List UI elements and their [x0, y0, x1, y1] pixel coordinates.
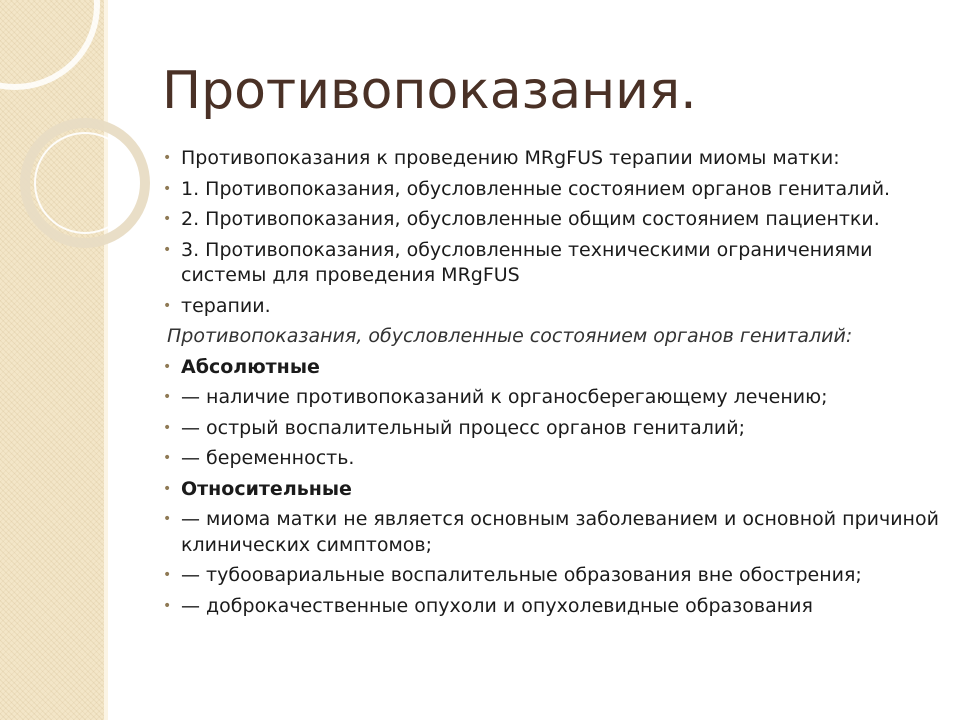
list-item: [163, 563, 953, 589]
decorative-side-band: [0, 0, 108, 720]
item-text: 1. Противопоказания, обусловленные состоянием органов гениталий.: [181, 177, 891, 200]
bullet-icon: •: [163, 241, 172, 258]
list-item: [163, 594, 953, 620]
item-text: — тубоовариальные воспалительные образования вне обострения;: [181, 564, 862, 586]
category-heading: Абсолютные: [181, 355, 320, 378]
list-item: [163, 507, 953, 558]
item-text: — беременность.: [181, 447, 355, 469]
bullet-icon: •: [163, 511, 172, 527]
section-subheading: [163, 324, 953, 350]
item-text: 3. Противопоказания, обусловленные техническими ограничениями системы для проведения MRgFUS: [181, 238, 873, 286]
item-text: терапии.: [181, 294, 271, 317]
bullet-icon: •: [163, 297, 172, 314]
content-list: [163, 146, 953, 624]
item-text: — доброкачественные опухоли и опухолевидные образования: [181, 594, 813, 617]
bullet-icon: •: [163, 597, 172, 614]
list-item: [163, 416, 953, 442]
list-item: [163, 355, 953, 381]
bullet-icon: •: [163, 211, 172, 227]
item-text: 2. Противопоказания, обусловленные общим состоянием пациентки.: [181, 208, 880, 230]
bullet-icon: •: [163, 450, 172, 466]
list-item: [163, 207, 953, 233]
list-item: [163, 146, 953, 172]
bullet-icon: •: [163, 567, 172, 583]
list-item: [163, 294, 953, 320]
bullet-icon: •: [163, 480, 172, 497]
bullet-icon: •: [163, 389, 172, 405]
list-item: [163, 177, 953, 203]
item-text: Противопоказания к проведению MRgFUS терапии миомы матки:: [181, 147, 840, 169]
side-band-edge: [104, 0, 108, 720]
subheading-text: Противопоказания, обусловленные состоянием органов гениталий:: [167, 325, 853, 347]
category-heading: Относительные: [181, 477, 352, 500]
bullet-icon: •: [163, 150, 172, 166]
list-item: [163, 446, 953, 472]
bullet-icon: •: [163, 419, 172, 436]
item-text: — острый воспалительный процесс органов гениталий;: [181, 416, 746, 439]
list-item: [163, 238, 953, 289]
bullet-icon: •: [163, 180, 172, 197]
bullet-icon: •: [163, 358, 172, 375]
slide-title: Противопоказания.: [162, 61, 697, 121]
list-item: [163, 477, 953, 503]
list-item: [163, 385, 953, 411]
item-text: — наличие противопоказаний к органосберегающему лечению;: [181, 386, 828, 408]
decorative-ring-middle-inner: [34, 132, 136, 234]
item-text: — миома матки не является основным заболеванием и основной причиной клинических симптомов;: [181, 508, 939, 556]
